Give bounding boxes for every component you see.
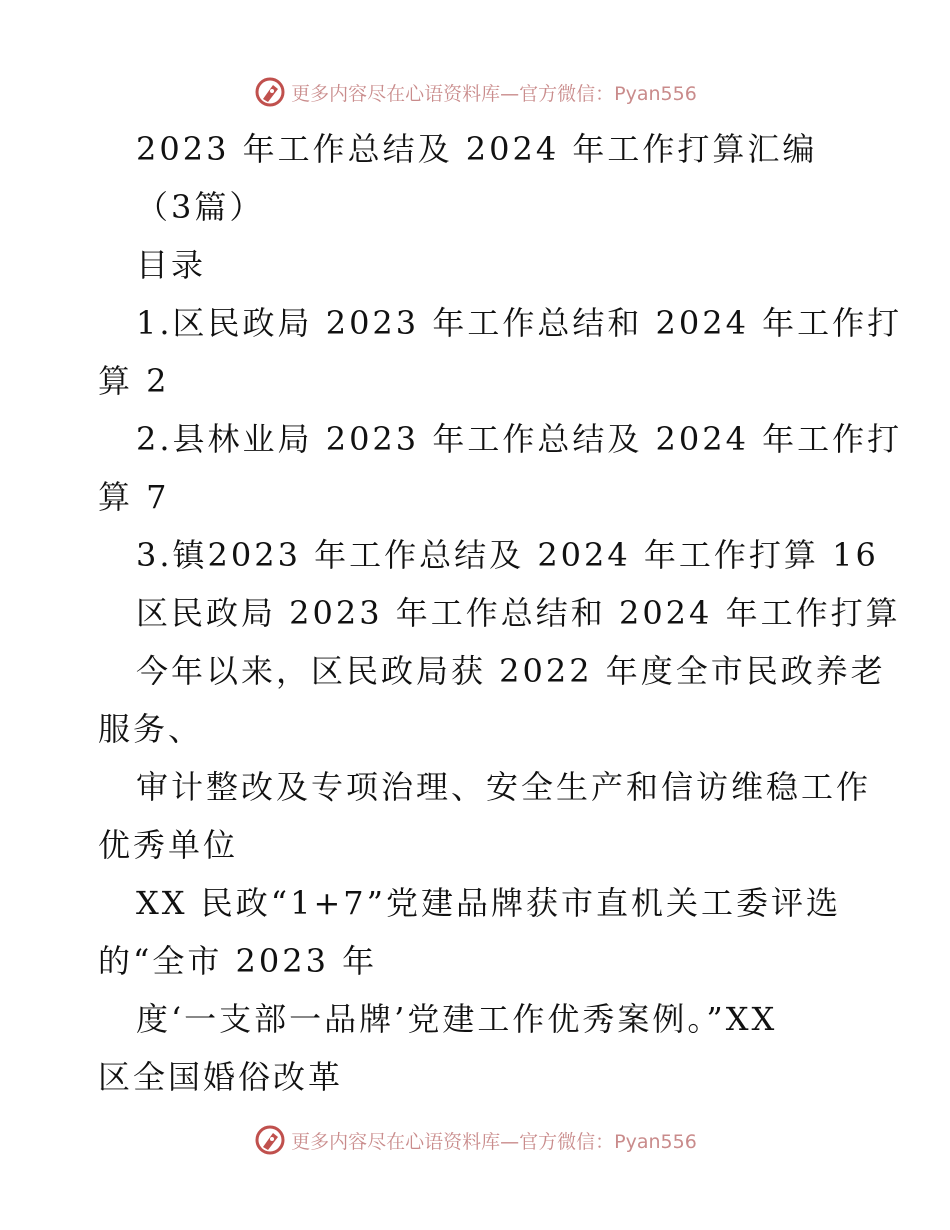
document-line: 审计整改及专项治理、安全生产和信访维稳工作 [136, 768, 872, 806]
document-line: 目录 [136, 246, 207, 284]
watermark-text: 更多内容尽在心语资料库—官方微信：Pyan556 [291, 82, 697, 105]
pen-nib-circle-icon [253, 1123, 287, 1157]
pen-nib-circle-icon [253, 75, 287, 109]
document-line: 服务、 [98, 710, 204, 748]
watermark-footer [0, 1120, 950, 1160]
document-line: 2023 年工作总结及 2024 年工作打算汇编 [136, 130, 818, 168]
document-line: 算 7 [98, 478, 170, 516]
document-line: 3.镇2023 年工作总结及 2024 年工作打算 16 [136, 536, 879, 574]
document-line: 1.区民政局 2023 年工作总结和 2024 年工作打 [136, 304, 903, 342]
document-line: XX 民政“1+7”党建品牌获市直机关工委评选 [136, 884, 841, 922]
watermark-text: 更多内容尽在心语资料库—官方微信：Pyan556 [291, 1130, 697, 1153]
document-line: 度‘一支部一品牌’党建工作优秀案例。”XX [136, 1000, 778, 1038]
document-line: 2.县林业局 2023 年工作总结及 2024 年工作打 [136, 420, 903, 458]
document-line: 今年以来，区民政局获 2022 年度全市民政养老 [136, 652, 886, 690]
document-line: （3篇） [136, 188, 265, 226]
document-line: 区民政局 2023 年工作总结和 2024 年工作打算 [136, 594, 901, 632]
document-body [98, 120, 903, 1106]
document-line: 算 2 [98, 362, 170, 400]
watermark-header [0, 72, 950, 112]
document-line: 区全国婚俗改革 [98, 1058, 344, 1096]
document-line: 优秀单位 [98, 826, 239, 864]
document-line: 的“全市 2023 年 [98, 942, 378, 980]
